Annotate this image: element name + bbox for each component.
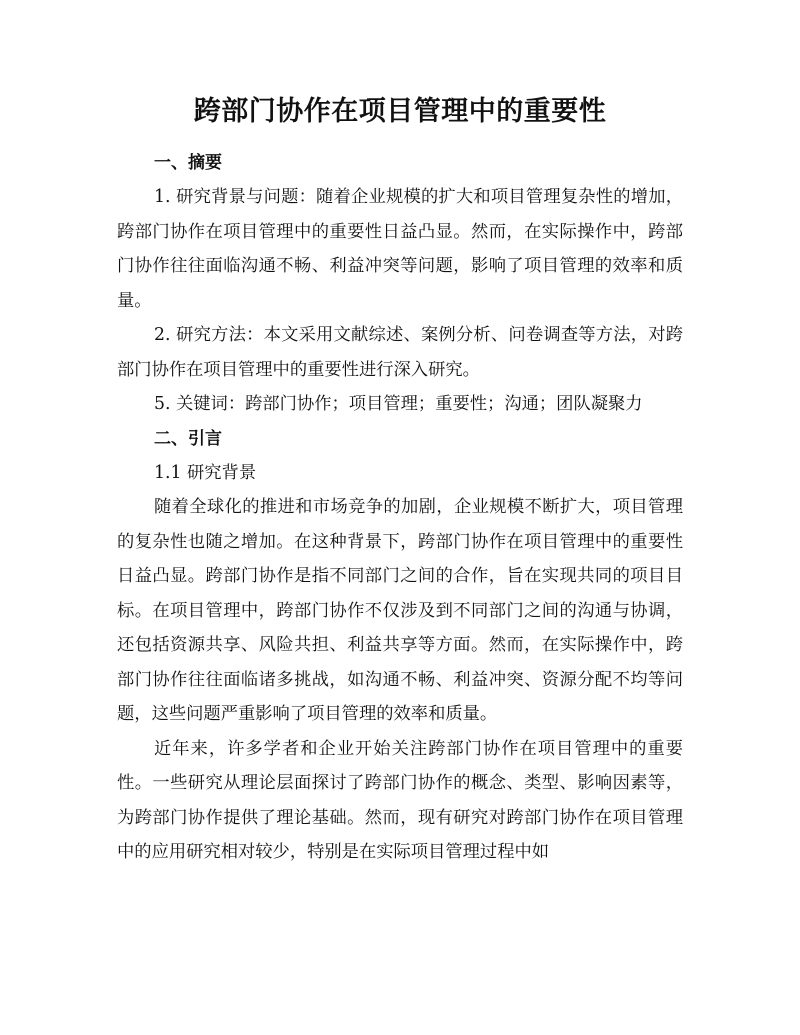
abstract-item-method: 2. 研究方法：本文采用文献综述、案例分析、问卷调查等方法，对跨部门协作在项目管理中的重要性进行深入研究。 <box>117 325 683 380</box>
section-heading-introduction: 二、引言 <box>154 428 222 449</box>
subsection-heading-background: 1.1 研究背景 <box>154 462 257 483</box>
document-page <box>117 88 683 870</box>
abstract-item-background: 1. 研究背景与问题：随着企业规模的扩大和项目管理复杂性的增加，跨部门协作在项目管理中的重要性日益凸显。然而，在实际操作中，跨部门协作往往面临沟通不畅、利益冲突等问题，影响了项目管理的效率和质量。 <box>117 187 683 311</box>
intro-paragraph: 随着全球化的推进和市场竞争的加剧，企业规模不断扩大，项目管理的复杂性也随之增加。在这种背景下，跨部门协作在项目管理中的重要性日益凸显。跨部门协作是指不同部门之间的合作，旨在实现共同的项目目标。在项目管理中，跨部门协作不仅涉及到不同部门之间的沟通与协调，还包括资源共享、风险共担、利益共享等方面。然而，在实际操作中，跨部门协作往往面临诸多挑战，如沟通不畅、利益冲突、资源分配不均等问题，这些问题严重影响了项目管理的效率和质量。 <box>117 497 683 724</box>
document-title: 跨部门协作在项目管理中的重要性 <box>193 96 607 127</box>
section-heading-abstract: 一、摘要 <box>154 153 222 173</box>
intro-paragraph: 近年来，许多学者和企业开始关注跨部门协作在项目管理中的重要性。一些研究从理论层面探讨了跨部门协作的概念、类型、影响因素等，为跨部门协作提供了理论基础。然而，现有研究对跨部门协作在项目管理中的应用研究相对较少，特别是在实际项目管理过程中如 <box>117 738 683 862</box>
abstract-item-keywords: 5. 关键词：跨部门协作；项目管理；重要性；沟通；团队凝聚力 <box>154 394 643 414</box>
